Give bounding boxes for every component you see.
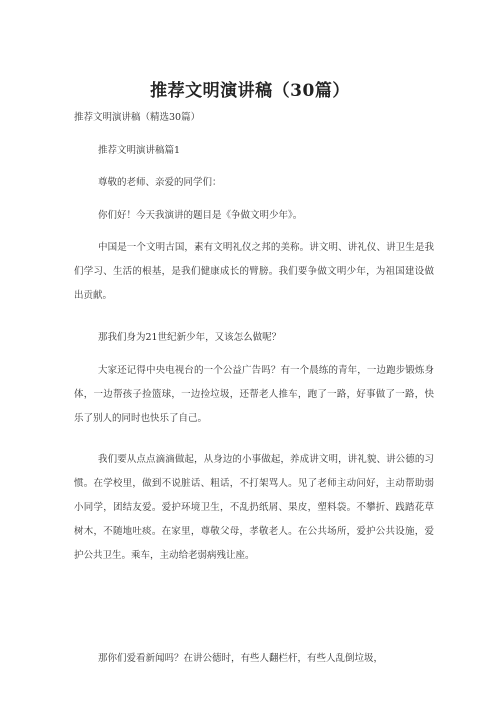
paragraph: 中国是一个文明古国，素有文明礼仪之邦的美称。讲文明、讲礼仪、讲卫生是我们学习、生活的根基，是我们健康成长的臂膀。我们要争做文明少年，为祖国建设做出贡献。 (74, 242, 434, 301)
paragraph: 我们要从点点滴滴做起，从身边的小事做起，养成讲文明，讲礼貌、讲公德的习惯。在学校里，做到不说脏话、粗话，不打架骂人。见了老师主动问好，主动帮助弱小同学，团结友爱。爱护环境卫生，不乱扔纸屑、果皮，塑料袋。不攀折、践踏花草树木，不随地吐痰。在家里，尊敬父母，孝敬老人。在公共场所，爱护公共设施，爱护公共卫生。乘车，主动给老弱病残让座。 (74, 454, 434, 561)
paragraph: 大家还记得中央电视台的一个公益广告吗？有一个晨练的青年，一边跑步锻炼身体，一边帮孩子捡篮球，一边捡垃圾，还帮老人推车，跑了一路，好事做了一路，快乐了别人的同时也快乐了自己。 (74, 365, 434, 424)
document-title: 推荐文明演讲稿（30篇） (150, 81, 350, 101)
paragraph: 那我们身为21世纪新少年，又该怎么做呢？ (98, 332, 282, 343)
section-heading: 推荐文明演讲稿篇1 (98, 145, 181, 156)
document-subtitle: 推荐文明演讲稿（精选30篇） (74, 112, 201, 123)
paragraph: 那你们爱看新闻吗？在讲公德时，有些人翻栏杆，有些人乱倒垃圾， (98, 653, 384, 664)
paragraph-greeting: 尊敬的老师、亲爱的同学们： (98, 177, 222, 188)
paragraph-intro: 你们好！今天我演讲的题目是《争做文明少年》。 (98, 210, 303, 221)
